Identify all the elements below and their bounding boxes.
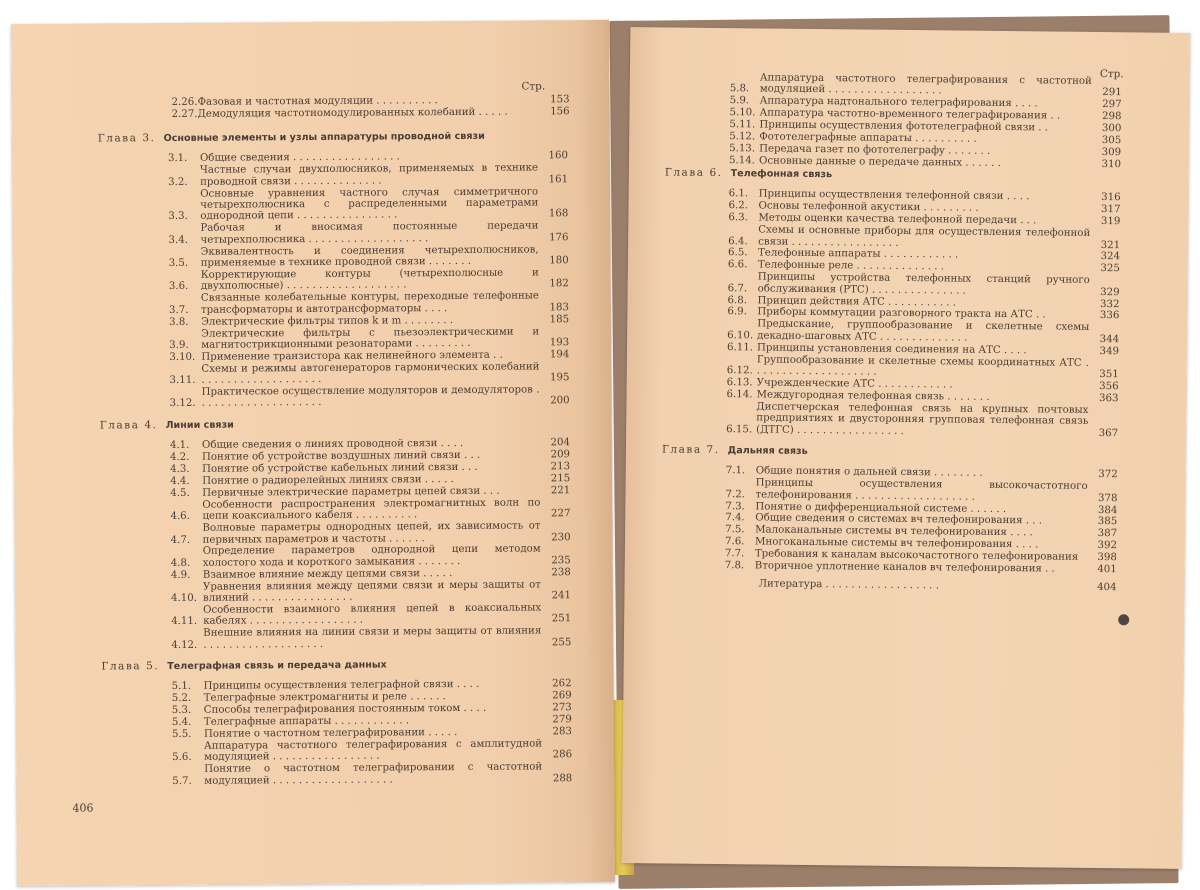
entry-num: 7.4. xyxy=(725,512,745,524)
entry-num: 6.12. xyxy=(726,365,753,377)
entry-page: 398 xyxy=(1097,552,1117,564)
chapter-entries xyxy=(725,465,1118,575)
entry-title: Общие сведения . . . . . . . . . . . . . . . . . xyxy=(199,151,400,165)
entry-num: 6.15. xyxy=(726,423,753,435)
toc-entry xyxy=(727,318,1119,345)
entry-title: Связанные колебательные контуры, переходные телефонные трансформаторы и автотрансформаторы . . . . xyxy=(200,290,539,316)
entry-page: 401 xyxy=(1097,564,1117,576)
entry-page: 160 xyxy=(548,150,568,162)
entry-page: 230 xyxy=(551,531,571,543)
entry-page: 309 xyxy=(1101,146,1122,159)
toc-entry xyxy=(171,544,571,570)
entry-num: 3.7. xyxy=(168,304,189,316)
chapter-entries xyxy=(726,189,1121,440)
entry-title: Аппаратура частотно-временного телеграфирования . . xyxy=(759,107,1061,122)
entry-page: 324 xyxy=(1100,251,1121,263)
entry-title: Фототелеграфные аппараты . . . . . . . . . . xyxy=(759,131,977,145)
entry-title: Электрические фильтры типов k и m . . . . . . . . xyxy=(201,314,454,328)
entry-page: 387 xyxy=(1097,528,1118,540)
entry-num: 6.14. xyxy=(726,388,753,401)
entry-title: Принципы устройства телефонных станций ручного обслуживания (РТС) . . . . . . . . . . . . . . . xyxy=(757,271,1090,297)
entry-title: Общие понятия о дальней связи . . . . . . . . xyxy=(755,465,983,480)
entry-page: 194 xyxy=(549,349,570,361)
chapter-title: Телефонная связь xyxy=(730,168,833,181)
toc-entry xyxy=(172,762,572,788)
entry-title: Частные случаи двухполюсников, применяемых в технике проводной связи . . . . . . . . . . . . . . xyxy=(199,162,539,188)
toc-entry xyxy=(169,267,569,293)
entry-title: Принцип действия АТС . . . . . . . . . . . xyxy=(757,295,957,309)
entry-num: 4.4. xyxy=(170,475,190,487)
entry-title: Понятие о частотном телеграфировании с частотной модуляцией . . . . . . . . . . . . . . . . . . . xyxy=(204,761,543,787)
right-page xyxy=(622,27,1191,869)
entry-title: Общие сведения о системах вч телефонирования . . . xyxy=(755,512,1043,527)
entry-page: 221 xyxy=(550,485,571,497)
entry-page: 209 xyxy=(550,449,571,461)
entry-num: 4.6. xyxy=(170,511,190,523)
entry-num: 5.13. xyxy=(729,143,756,155)
entry-title: Взаимное влияние между цепями связи . . . . . xyxy=(202,567,453,581)
entry-title: Вторичное уплотнение каналов вч телефонирования . . xyxy=(754,560,1055,575)
toc-entry xyxy=(170,497,570,523)
entry-num: 6.11. xyxy=(726,341,754,354)
chapter-heading xyxy=(665,167,1121,183)
entry-page: 204 xyxy=(550,437,570,449)
toc-entry xyxy=(170,520,570,546)
entry-num: 3.10. xyxy=(169,351,196,363)
entry-page: 404 xyxy=(1097,581,1117,593)
chapter-label: Глава 3. xyxy=(97,132,156,145)
entry-title: Рабочая и вносимая постоянные передачи четырехполюсника . . . . . . . . . . . . . . . . . . . xyxy=(200,220,539,246)
entry-num: 6.8. xyxy=(727,294,748,306)
entry-page: 329 xyxy=(1100,286,1120,298)
entry-title: Группообразование и скелетные схемы координатных АТС . . . . . . . . . . . . . . . . . . . . xyxy=(756,354,1089,378)
entry-page: 200 xyxy=(550,395,570,407)
entry-title: Методы оценки качества телефонной передачи . . . xyxy=(758,212,1037,227)
entry-num: 7.1. xyxy=(725,465,746,477)
entry-num: 4.8. xyxy=(170,557,191,569)
chapter-label: Глава 5. xyxy=(101,660,160,673)
toc-entry xyxy=(727,354,1119,381)
entry-num: 4.3. xyxy=(170,463,190,476)
entry-num: 5.4. xyxy=(171,717,192,729)
entry-title: Фазовая и частотная модуляции . . . . . . . . . . xyxy=(197,95,438,108)
entry-num: 4.1. xyxy=(169,440,190,452)
toc-entry xyxy=(171,579,571,605)
toc-entry xyxy=(169,244,569,270)
entry-title: Понятие о дифференциальной системе . . . . . . xyxy=(755,500,1007,515)
entry-page: 367 xyxy=(1098,427,1119,439)
entry-num: 6.3. xyxy=(728,212,748,224)
toc-entry xyxy=(172,738,572,764)
entry-page: 215 xyxy=(550,473,571,485)
right-pre-entries xyxy=(729,72,1122,171)
entry-num: 5.7. xyxy=(172,775,192,787)
entry-title: Понятие о частотном телеграфировании . . . . . xyxy=(203,727,458,740)
entry-num: 3.3. xyxy=(168,211,188,223)
entry-page: 193 xyxy=(549,337,570,349)
entry-num: 3.5. xyxy=(168,257,189,270)
toc-entry xyxy=(171,602,571,628)
entry-title: Эквивалентность и соединения четырехполюсников, применяемые в технике проводной связи . . . . . . . xyxy=(200,244,539,269)
entry-num: 4.11. xyxy=(171,616,198,628)
entry-num: 5.8. xyxy=(729,83,750,95)
entry-page: 336 xyxy=(1099,310,1120,322)
entry-num: 2.26. xyxy=(171,96,198,108)
entry-page: 213 xyxy=(550,461,571,473)
right-toc xyxy=(661,154,1121,593)
entry-page: 363 xyxy=(1099,392,1119,405)
entry-title: Определение параметров однородной цепи методом холостого хода и короткого замыкания . . . . . . . xyxy=(202,543,541,569)
chapter-label: Глава 6. xyxy=(664,166,723,180)
entry-num: 6.9. xyxy=(727,306,747,318)
entry-page: 238 xyxy=(551,566,571,579)
toc-entry xyxy=(168,186,568,223)
entry-page: 286 xyxy=(552,749,573,761)
entry-num: 5.9. xyxy=(729,95,750,107)
entry-title: Аппаратура частотного телеграфирования с амплитудной модуляцией . . . . . . . . . . . . . . . . . xyxy=(204,738,543,764)
chapter-entries xyxy=(172,679,573,787)
entry-page: 251 xyxy=(551,613,572,625)
entry-page: 385 xyxy=(1097,516,1118,528)
entry-num: 6.10. xyxy=(727,329,754,342)
entry-page: 356 xyxy=(1099,380,1119,393)
entry-title: Основные уравнения частного случая симметричного четырехполюсника с распределенными параметрами однородной цепи . . . . . . . . . . . . . . . . xyxy=(200,186,539,223)
entry-num: 5.1. xyxy=(171,681,192,693)
left-page xyxy=(11,20,615,886)
entry-num: 7.8. xyxy=(724,560,745,572)
chapter-entries xyxy=(168,151,570,410)
chapter-title: Основные элементы и узлы аппаратуры проводной связи xyxy=(163,130,485,145)
toc-entry xyxy=(169,326,569,352)
entry-page: 332 xyxy=(1100,298,1120,310)
entry-title: Телефонные аппараты . . . . . . . . . . . . xyxy=(757,247,959,261)
entry-title: Общие сведения о линиях проводной связи . . . . xyxy=(201,438,464,452)
chapter-label: Глава 7. xyxy=(661,443,720,456)
entry-page: 298 xyxy=(1101,111,1122,123)
entry-page: 344 xyxy=(1099,333,1120,346)
str-label-left: Стр. xyxy=(521,80,546,93)
entry-title: Волновые параметры однородных цепей, их зависимость от первичных параметров и частоты . . . . . . xyxy=(202,520,541,546)
literature-entry xyxy=(759,578,1117,593)
entry-page: 297 xyxy=(1102,99,1122,111)
entry-title: Многоканальные системы вч телефонирования . . . . xyxy=(754,536,1039,551)
entry-title: Уравнения влияния между цепями связи и меры защиты от влияний . . . . . . . . . . . . . . . . xyxy=(202,579,541,604)
entry-page: 300 xyxy=(1101,123,1122,135)
entry-title: Учрежденческие АТС . . . . . . . . . . . . xyxy=(756,377,953,391)
entry-page: 273 xyxy=(552,702,572,714)
chapter-heading xyxy=(98,130,568,145)
entry-page: 262 xyxy=(552,678,572,690)
entry-title: Передача газет по фототелеграфу . . . . . . . xyxy=(759,143,991,157)
toc-entry xyxy=(171,625,571,651)
entry-title: Аппаратура частотного телеграфирования с частотной модуляцией . . . . . . . . . . . . . . . . . . xyxy=(759,72,1092,97)
entry-num: 4.7. xyxy=(170,534,191,546)
entry-page: 384 xyxy=(1097,504,1118,516)
entry-title: Литература . . . . . . . . . . . . . . . . . . xyxy=(758,577,939,591)
entry-title: Принципы осуществления телефонной связи . . . . xyxy=(758,188,1030,203)
entry-page: 319 xyxy=(1100,216,1121,228)
entry-num: 3.8. xyxy=(169,316,189,328)
entry-num: 3.4. xyxy=(168,234,189,246)
chapter-heading xyxy=(100,417,570,432)
entry-num: 6.7. xyxy=(727,282,748,294)
left-pre-entries xyxy=(172,94,570,121)
entry-num: 4.2. xyxy=(169,452,190,464)
entry-page: 392 xyxy=(1097,540,1118,552)
entry-page: 283 xyxy=(552,726,572,738)
entry-page: 351 xyxy=(1099,369,1119,381)
entry-num: 4.12. xyxy=(171,639,198,651)
entry-title: Схемы и режимы автогенераторов гармонических колебаний . . . . . . . . . . . . . . . . . . . xyxy=(201,361,540,386)
entry-num: 6.13. xyxy=(726,377,753,389)
entry-page: 255 xyxy=(551,636,572,648)
entry-title: Особенности взаимного влияния цепей в коаксиальных кабелях . . . . . . . . . . . . . . . . . . xyxy=(203,602,542,628)
chapter-title: Дальняя связь xyxy=(727,445,808,457)
left-toc xyxy=(98,120,573,788)
entry-num: 5.3. xyxy=(171,705,192,717)
entry-title: Корректирующие контуры (четырехполюсные и двухполюсные) . . . . . . . . . . . . . . . . . . . xyxy=(200,267,539,293)
entry-title: Понятие о радиорелейных линиях связи . . . . . xyxy=(202,473,454,487)
entry-page: 235 xyxy=(551,555,571,567)
entry-title: Аппаратура надтонального телеграфирования . . . . xyxy=(759,95,1038,110)
entry-page: 321 xyxy=(1100,239,1121,251)
entry-num: 5.12. xyxy=(729,131,756,143)
entry-num: 5.14. xyxy=(728,154,755,167)
entry-num: 6.4. xyxy=(728,235,748,247)
entry-page: 279 xyxy=(552,714,572,726)
entry-num: 6.1. xyxy=(728,188,749,200)
entry-title: Особенности распространения электромагнитных волн по цепи коаксиального кабеля . . . . . . . . . . xyxy=(202,497,541,522)
entry-title: Понятие об устройстве кабельных линий связи . . . xyxy=(202,461,478,475)
entry-page: 378 xyxy=(1097,492,1118,504)
entry-num: 4.9. xyxy=(170,569,191,581)
chapter-label: Глава 4. xyxy=(99,418,158,432)
entry-title: Предыскание, группообразование и скелетные схемы декадно-шаговых АТС . . . . . . . . . . . . . . xyxy=(757,318,1090,344)
punch-hole xyxy=(1118,614,1129,625)
entry-title: Телефонные реле . . . . . . . . . . . . . . xyxy=(757,259,945,273)
entry-title: Внешние влияния на линии связи и меры защиты от влияния . . . . . . . . . . . . . . . . . . . xyxy=(203,625,542,651)
entry-page: 161 xyxy=(548,173,569,186)
toc-entry xyxy=(168,221,568,247)
entry-title: Применение транзистора как нелинейного элемента . . xyxy=(201,349,503,363)
entry-title: Схемы и основные приборы для осуществления телефонной связи . . . . . . . . . . . . . . . . . xyxy=(758,224,1091,249)
entry-num: 5.2. xyxy=(171,693,192,705)
entry-title: Приборы коммутации разговорного тракта на АТС . . xyxy=(757,306,1046,321)
entry-title: Принципы осуществления телеграфной связи . . . . xyxy=(203,679,480,693)
entry-num: 5.6. xyxy=(172,752,192,764)
str-label-right: Стр. xyxy=(1099,68,1124,81)
chapter-title: Телеграфная связь и передача данных xyxy=(167,659,387,673)
entry-title: Принципы осуществления высокочастотного телефонирования . . . . . . . . . . . . . . . . . . . xyxy=(755,477,1088,503)
entry-title: Диспетчерская телефонная связь на крупных почтовых предприятиях и двусторонняя групповая телефонная связь (ДТГС) . . . . . . . . . . . . . . . . . xyxy=(756,401,1089,437)
entry-num: 3.1. xyxy=(167,153,188,165)
chapter-heading xyxy=(662,444,1118,460)
entry-num: 7.7. xyxy=(724,548,745,560)
entry-num: 5.11. xyxy=(729,119,756,131)
toc-entry xyxy=(725,477,1117,504)
entry-num: 2.27. xyxy=(171,108,198,120)
entry-page: 153 xyxy=(550,94,570,106)
entry-page: 325 xyxy=(1100,263,1120,275)
entry-page: 317 xyxy=(1100,204,1121,216)
entry-title: Основные данные о передаче данных . . . . . . xyxy=(758,155,1001,169)
entry-title: Основы телефонной акустики . . . . . . . . . xyxy=(758,200,979,215)
entry-page: 372 xyxy=(1098,469,1118,481)
entry-page: 185 xyxy=(549,313,570,325)
entry-title: Телеграфные аппараты . . . . . . . . . . . . xyxy=(203,715,410,728)
toc-entry xyxy=(169,290,569,316)
page-number-left: 406 xyxy=(72,801,94,815)
entry-page: 176 xyxy=(549,231,569,244)
entry-num: 7.6. xyxy=(724,536,745,548)
entry-title: Способы телеграфирования постоянным током . . . . xyxy=(203,703,487,717)
entry-title: Демодуляция частотномодулированных колебаний . . . . . xyxy=(197,106,508,120)
entry-num: 3.11. xyxy=(169,374,196,387)
entry-num: 4.10. xyxy=(170,592,197,605)
entry-title: Первичные электрические параметры цепей связи . . . xyxy=(202,485,500,499)
entry-page: 180 xyxy=(549,255,569,267)
entry-page: 156 xyxy=(550,106,570,118)
chapter-entries xyxy=(170,437,571,651)
entry-page: 182 xyxy=(549,278,569,290)
toc-entry xyxy=(172,106,570,120)
entry-page: 349 xyxy=(1099,345,1120,357)
entry-page: 227 xyxy=(550,508,571,520)
entry-num: 6.5. xyxy=(727,247,748,259)
entry-page: 183 xyxy=(549,301,570,314)
entry-num: 6.6. xyxy=(727,259,748,271)
entry-num: 7.5. xyxy=(725,524,745,536)
entry-page: 288 xyxy=(552,772,573,785)
entry-page: 269 xyxy=(552,690,572,702)
entry-title: Понятие об устройстве воздушных линий связи . . . xyxy=(201,449,481,463)
entry-page: 168 xyxy=(548,208,569,220)
entry-title: Электрические фильтры с пьезоэлектрическими и магнитострикционными резонаторами . . . . . . . . . xyxy=(201,325,540,351)
entry-page: 291 xyxy=(1102,87,1122,99)
entry-page: 241 xyxy=(551,590,572,602)
entry-num: 3.2. xyxy=(168,176,188,188)
entry-title: Принципы осуществления фототелеграфной связи . . xyxy=(759,119,1049,134)
chapter-title: Линии связи xyxy=(165,419,234,431)
entry-num: 7.3. xyxy=(725,500,745,512)
entry-num: 3.9. xyxy=(169,339,189,351)
toc-entry xyxy=(170,384,570,410)
entry-page: 316 xyxy=(1101,192,1121,204)
toc-entry xyxy=(726,401,1118,439)
entry-num: 4.5. xyxy=(170,487,190,499)
entry-num: 3.6. xyxy=(168,281,189,293)
entry-page: 305 xyxy=(1101,135,1122,147)
entry-title: Малоканальные системы вч телефонирования . . . . xyxy=(755,524,1033,539)
entry-title: Междугородная телефонная связь . . . . . . . xyxy=(756,389,990,403)
entry-title: Требования к каналам высокочастотного телефонирования xyxy=(754,548,1079,563)
entry-title: Телеграфные электромагниты и реле . . . . . . xyxy=(203,691,446,705)
entry-page: 310 xyxy=(1101,158,1122,171)
toc-entry xyxy=(169,361,569,387)
entry-num: 7.2. xyxy=(725,488,746,500)
chapter-heading xyxy=(101,658,571,673)
entry-num: 6.2. xyxy=(728,200,749,212)
entry-num: 3.12. xyxy=(169,398,196,410)
entry-page: 195 xyxy=(549,372,570,384)
toc-entry xyxy=(728,271,1120,298)
entry-title: Принципы установления соединения на АТС . . . . xyxy=(756,342,1027,356)
entry-num: 5.10. xyxy=(729,107,756,119)
toc-entry xyxy=(168,163,568,189)
entry-num: 5.5. xyxy=(171,728,192,741)
entry-title: Практическое осуществление модуляторов и демодуляторов . . . . . . . . . . . . . . . . . . . . xyxy=(201,384,540,410)
